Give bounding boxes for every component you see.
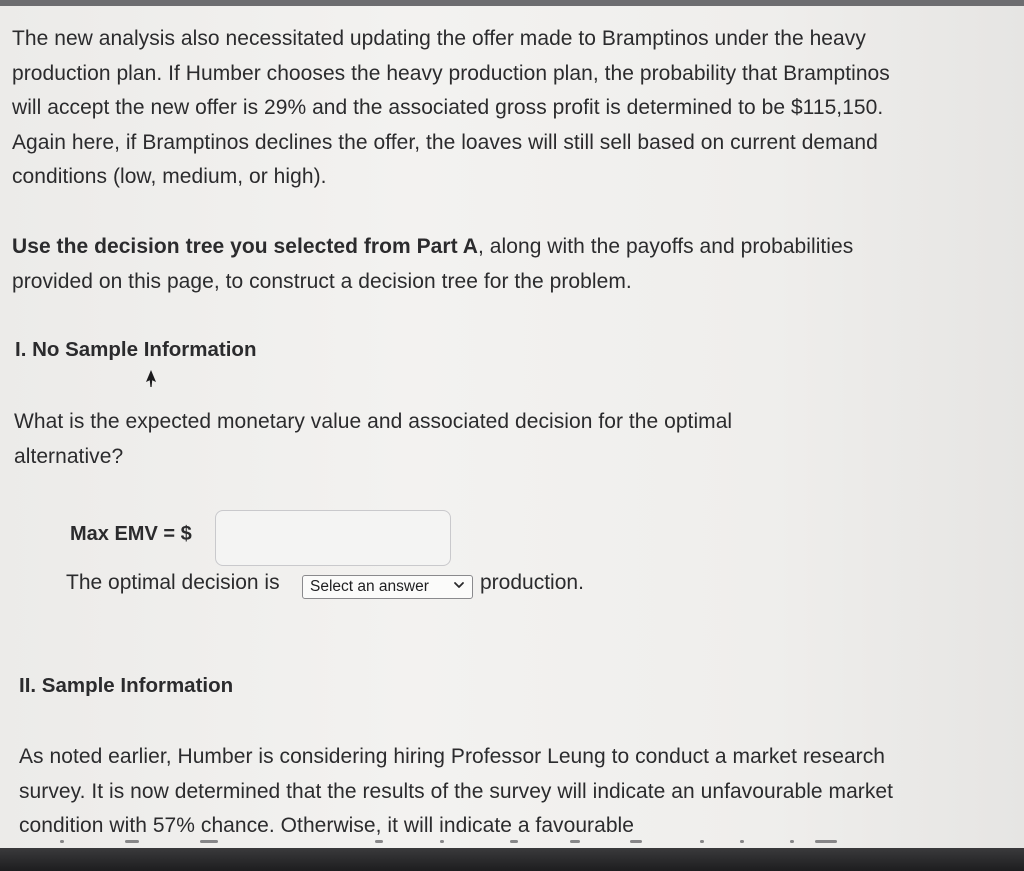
sample-info-paragraph: As noted earlier, Humber is considering hiring Professor Leung to conduct a market research survey. It is now determined that the results of the survey will indicate an unfavourable market condition with 57% chance. Otherwise, it will indicate a favourable [19, 745, 894, 837]
emv-label: Max EMV = $ [70, 523, 192, 545]
decision-select[interactable] [302, 575, 473, 599]
instruction-bold-lead: Use the decision tree you selected from Part A [12, 235, 479, 258]
decision-suffix-text: production. [480, 571, 584, 594]
emv-input[interactable] [215, 510, 451, 566]
screen-top-edge [0, 0, 1024, 6]
cut-off-text-line [60, 836, 860, 848]
instruction-paragraph [12, 230, 912, 299]
chevron-down-icon [453, 579, 465, 591]
instruction-rest: , along with the payoffs and probabilities provided on this page, to construct a decision tree for the problem. [12, 235, 854, 293]
emv-question: What is the expected monetary value and associated decision for the optimal alternative? [14, 410, 733, 468]
decision-select-value: Select an answer [310, 578, 429, 595]
screen-bottom-bezel [0, 848, 1024, 871]
mouse-pointer-icon [143, 369, 159, 389]
section-heading-sample: II. Sample Information [19, 674, 234, 697]
intro-paragraph: The new analysis also necessitated updating the offer made to Bramptinos under the heavy production plan. If Humber chooses the heavy production plan, the probability that Bramptinos will accept the new offer is 29% and the associated gross profit is determined to be $115,150. Again here, if Bramptinos declines the offer, the loaves will still sell based on current demand conditions (low, medium, or high). [12, 27, 890, 188]
section-heading-no-sample: I. No Sample Information [15, 338, 257, 361]
decision-prefix-text: The optimal decision is [66, 571, 280, 594]
